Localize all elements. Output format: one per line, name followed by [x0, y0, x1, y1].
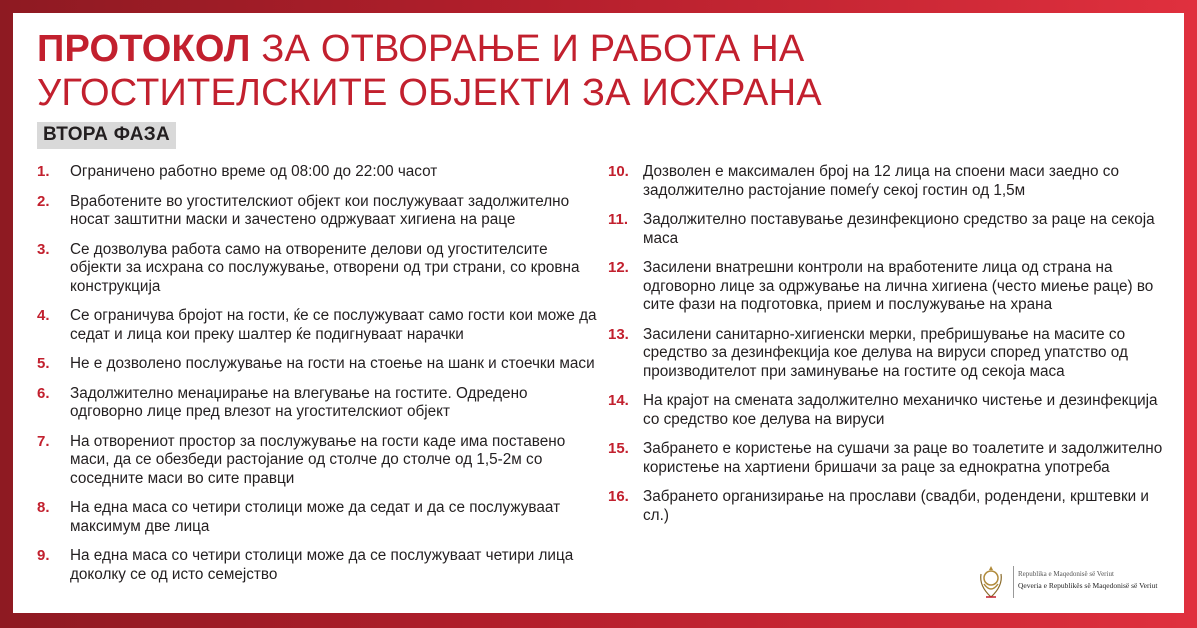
rule-item	[608, 211, 1168, 248]
rule-text: Засилени внатрешни контроли на вработените лица од страна на одговорно лице за одржување на лична хигиена (често миење раце) во сите фази на подготовка, прием и послужување на храна	[643, 259, 1154, 313]
footer-divider	[1013, 566, 1014, 598]
rule-item	[37, 193, 597, 230]
rule-number: 15.	[608, 440, 629, 457]
rule-item	[37, 433, 597, 489]
rule-text: На една маса со четири столици може да се послужуваат четири лица доколку се од исто семејство	[70, 547, 574, 583]
rules-list-left	[37, 163, 597, 595]
rule-number: 4.	[37, 307, 50, 324]
rule-number: 11.	[608, 211, 629, 228]
rule-number: 7.	[37, 432, 50, 450]
rule-number: 3.	[37, 240, 50, 258]
rule-number: 1.	[37, 163, 50, 180]
rule-text: Забрането организирање на прослави (свадби, родендени, крштевки и сл.)	[643, 488, 1149, 524]
rule-text: Се ограничува бројот на гости, ќе се послужуваат само гости кои може да седат и лица кои преку шалтер ќе подигнуваат нарачки	[70, 307, 597, 343]
rule-item	[608, 326, 1168, 382]
footer-country-name: Republika e Maqedonisë së Veriut	[1018, 570, 1114, 578]
rule-item	[608, 488, 1168, 525]
rule-text: На една маса со четири столици може да седат и да се послужуваат максимум две лица	[70, 499, 561, 535]
rule-item	[37, 499, 597, 536]
rule-text: Вработените во угостителскиот објект кои послужуваат задолжително носат заштитни маски и зачестено одржуваат хигиена на раце	[70, 192, 570, 228]
rule-text: Задолжително поставување дезинфекционо средство за раце на секоја маса	[643, 211, 1155, 247]
rule-number: 2.	[37, 192, 50, 210]
rule-text: Задолжително менаџирање на влегување на гостите. Одредено одговорно лице пред влезот на угостителскиот објект	[70, 384, 528, 420]
rule-text: На крајот на смената задолжително механичко чистење и дезинфекција со средство кое делува на вируси	[643, 392, 1158, 428]
rule-text: Не е дозволено послужување на гости на стоење на шанк и стоечки маси	[70, 355, 595, 372]
rules-list-right	[608, 163, 1168, 536]
rule-item	[37, 241, 597, 297]
rule-number: 12.	[608, 259, 629, 276]
rule-item	[608, 163, 1168, 200]
rule-text: Се дозволува работа само на отворените делови од угостителсите објекти за исхрана со послужување, отворени од три страни, со кровна конструкција	[70, 240, 580, 295]
rule-number: 10.	[608, 163, 629, 180]
rule-text: Забрането е користење на сушачи за раце во тоалетите и задолжително користење на хартиени бришачи за раце за еднократна употреба	[643, 440, 1163, 476]
rule-number: 8.	[37, 499, 50, 516]
rule-item	[37, 547, 597, 584]
title-line2: УГОСТИТЕЛСКИТЕ ОБЈЕКТИ ЗА ИСХРАНА	[37, 72, 822, 114]
rule-number: 16.	[608, 488, 629, 505]
rule-text: На отворениот простор за послужување на гости каде има поставено маси, да се обезбеди растојание од столче до столче од 1,5-2м со соседните маси во сите правци	[70, 432, 566, 487]
rule-number: 5.	[37, 355, 50, 372]
rule-item	[37, 163, 597, 182]
rule-item	[608, 440, 1168, 477]
rule-text: Засилени санитарно-хигиенски мерки, пребришување на масите со средство за дезинфекција кое делува на вируси според упатство од производителот при заминување на гостите од секоја маса	[643, 325, 1128, 380]
rule-item	[37, 355, 597, 374]
rule-text: Ограничено работно време од 08:00 до 22:00 часот	[70, 163, 438, 180]
title-bold-word: ПРОТОКОЛ	[37, 28, 251, 70]
rule-text: Дозволен е максимален број на 12 лица на споени маси заедно со задолжително растојание помеѓу секој гостин од 1,5м	[643, 163, 1120, 199]
page-title	[37, 27, 1137, 115]
protocol-card	[13, 13, 1184, 613]
rule-item	[37, 307, 597, 344]
coat-of-arms-icon	[976, 564, 1006, 600]
footer-government-name: Qeveria e Republikës së Maqedonisë së Veriut	[1018, 581, 1158, 590]
rule-number: 6.	[37, 384, 50, 402]
rule-item	[608, 392, 1168, 429]
rule-item	[37, 385, 597, 422]
phase-badge: ВТОРА ФАЗА	[37, 122, 176, 149]
rule-number: 9.	[37, 547, 50, 564]
rule-number: 14.	[608, 392, 629, 409]
title-line1-rest: ЗА ОТВОРАЊЕ И РАБОТА НА	[261, 28, 805, 70]
rule-number: 13.	[608, 325, 629, 343]
rule-item	[608, 259, 1168, 315]
